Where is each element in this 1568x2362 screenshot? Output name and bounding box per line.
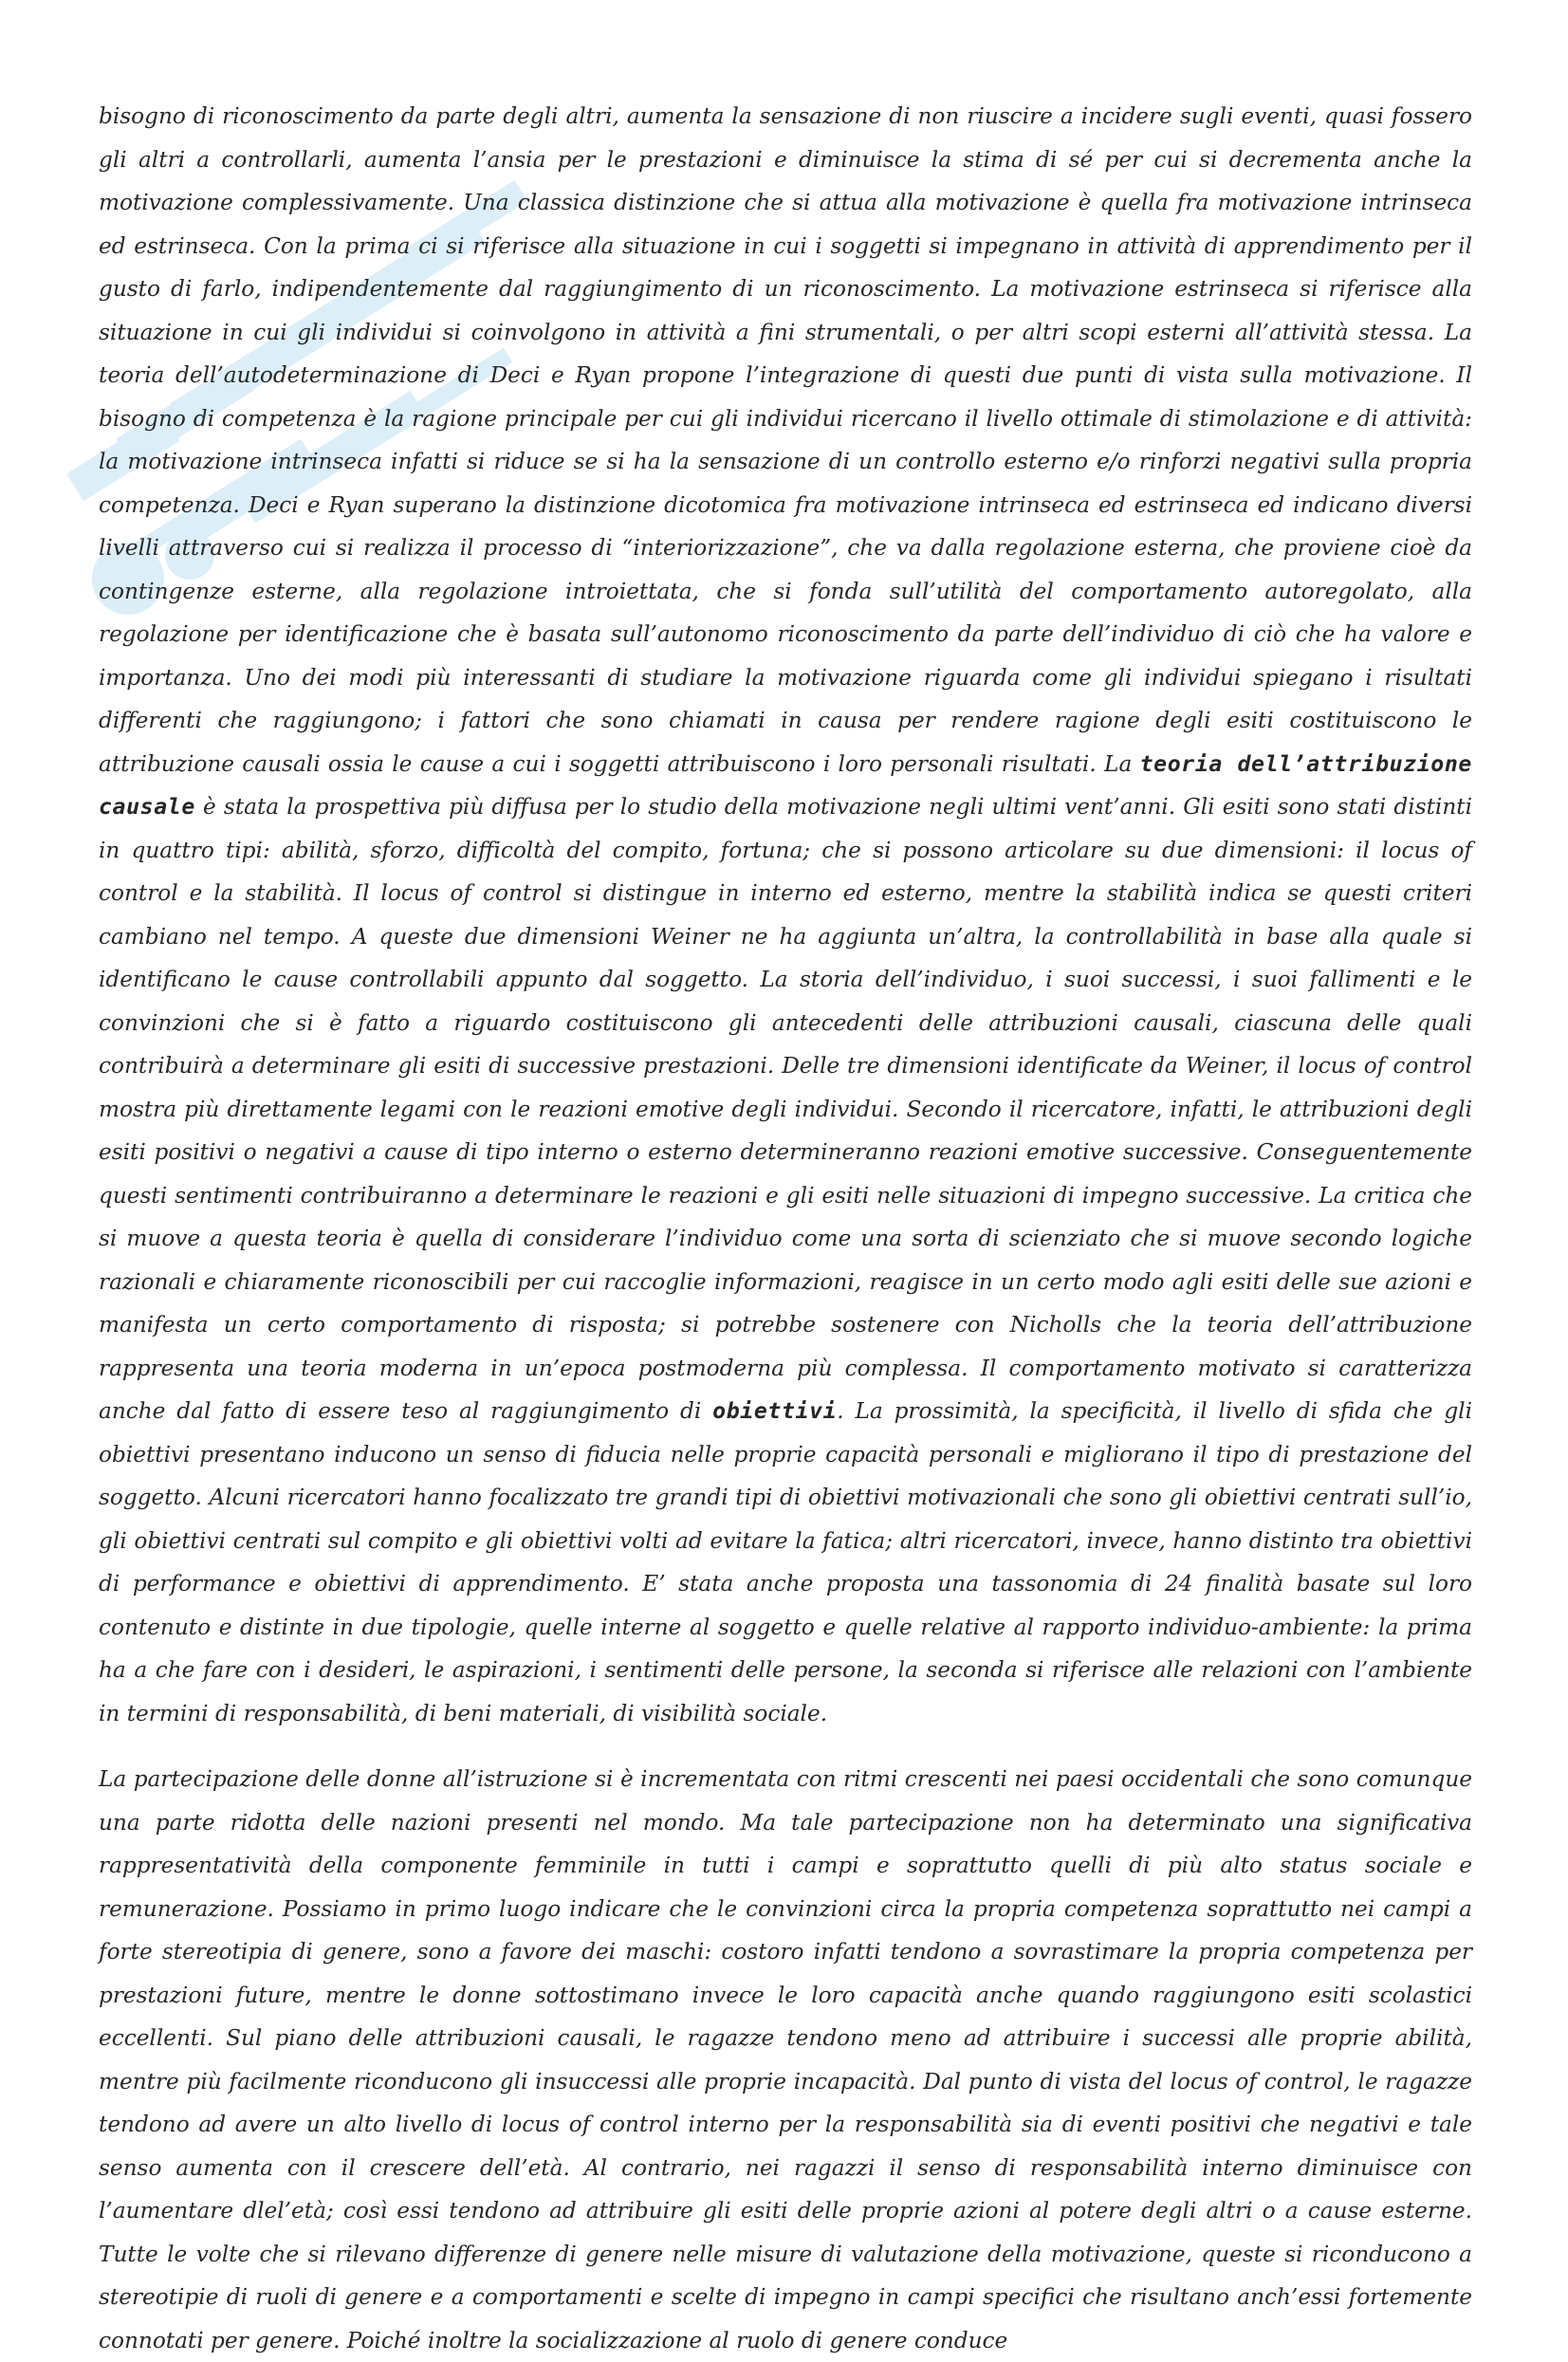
paragraph-motivation — [99, 95, 1472, 1735]
paragraph-1-text-b: è stata la prospettiva più diffusa per lo studio della motivazione negli ultimi vent’anni. Gli esiti sono stati distinti in quattro tipi: abilità, sforzo, difficoltà del compito, fortuna; che si possono articolare su due dimensioni: il locus of control e la stabilità. Il locus of control si distingue in interno ed esterno, mentre la stabilità indica se questi criteri cambiano nel tempo. A queste due dimensioni Weiner ne ha aggiunta un’altra, la controllabilità in base alla quale si identificano le cause controllabili appunto dal soggetto. La storia dell’individuo, i suoi successi, i suoi fallimenti e le convinzioni che si è fatto a riguardo costituiscono gli antecedenti delle attribuzioni causali, ciascuna delle quali contribuirà a determinare gli esiti di successive prestazioni. Delle tre dimensioni identificate da Weiner, il locus of control mostra più direttamente legami con le reazioni emotive degli individui. Secondo il ricercatore, infatti, le attribuzioni degli esiti positivi o negativi a cause di tipo interno o esterno determineranno reazioni emotive successive. Conseguentemente questi sentimenti contribuiranno a determinare le reazioni e gli esiti nelle situazioni di impegno successive. La critica che si muove a questa teoria è quella di considerare l’individuo come una sorta di scienziato che si muove secondo logiche razionali e chiaramente riconoscibili per cui raccoglie informazioni, reagisce in un certo modo agli esiti delle sue azioni e manifesta un certo comportamento di risposta; si potrebbe sostenere con Nicholls che la teoria dell’attribuzione rappresenta una teoria moderna in un’epoca postmoderna più complessa. Il comportamento motivato si caratterizza anche dal fatto di essere teso al raggiungimento di — [99, 794, 1472, 1424]
paragraph-1-text-c: . La prossimità, la specificità, il livello di sfida che gli obiettivi presentano inducono un senso di fiducia nelle proprie capacità personali e migliorano il tipo di prestazione del soggetto. Alcuni ricercatori hanno focalizzato tre grandi tipi di obiettivi motivazionali che sono gli obiettivi centrati sull’io, gli obiettivi centrati sul compito e gli obiettivi volti ad evitare la fatica; altri ricercatori, invece, hanno distinto tra obiettivi di performance e obiettivi di apprendimento. E’ stata anche proposta una tassonomia di 24 finalità basate sul loro contenuto e distinte in due tipologie, quelle interne al soggetto e quelle relative al rapporto individuo-ambiente: la prima ha a che fare con i desideri, le aspirazioni, i sentimenti delle persone, la seconda si riferisce alle relazioni con l’ambiente in termini di responsabilità, di beni materiali, di visibilità sociale. — [99, 1398, 1472, 1726]
document-body — [99, 95, 1472, 2362]
highlight-obiettivi: obiettivi — [712, 1398, 838, 1424]
paragraph-1-text-a: bisogno di riconoscimento da parte degli altri, aumenta la sensazione di non riuscire a incidere sugli eventi, quasi fossero gli altri a controllarli, aumenta l’ansia per le prestazioni e diminuisce la stima di sé per cui si decrementa anche la motivazione complessivamente. Una classica distinzione che si attua alla motivazione è quella fra motivazione intrinseca ed estrinseca. Con la prima ci si riferisce alla situazione in cui i soggetti si impegnano in attività di apprendimento per il gusto di farlo, indipendentemente dal raggiungimento di un riconoscimento. La motivazione estrinseca si riferisce alla situazione in cui gli individui si coinvolgono in attività a fini strumentali, o per altri scopi esterni all’attività stessa. La teoria dell’autodeterminazione di Deci e Ryan propone l’integrazione di questi due punti di vista sulla motivazione. Il bisogno di competenza è la ragione principale per cui gli individui ricercano il livello ottimale di stimolazione e di attività: la motivazione intrinseca infatti si riduce se si ha la sensazione di un controllo esterno e/o rinforzi negativi sulla propria competenza. Deci e Ryan superano la distinzione dicotomica fra motivazione intrinseca ed estrinseca ed indicano diversi livelli attraverso cui si realizza il processo di “interiorizzazione”, che va dalla regolazione esterna, che proviene cioè da contingenze esterne, alla regolazione introiettata, che si fonda sull’utilità del comportamento autoregolato, alla regolazione per identificazione che è basata sull’autonomo riconoscimento da parte dell’individuo di ciò che ha valore e importanza. Uno dei modi più interessanti di studiare la motivazione riguarda come gli individui spiegano i risultati differenti che raggiungono; i fattori che sono chiamati in causa per rendere ragione degli esiti costituiscono le attribuzione causali ossia le cause a cui i soggetti attribuiscono i loro personali risultati. La — [99, 103, 1472, 777]
highlight-teoria-attribuzione: teoria dell’attribuzione causale — [99, 750, 1472, 820]
paragraph-gender: La partecipazione delle donne all’istruzione si è incrementata con ritmi crescenti nei paesi occidentali che sono comunque una parte ridotta delle nazioni presenti nel mondo. Ma tale partecipazione non ha determinato una significativa rappresentatività della componente femminile in tutti i campi e soprattutto quelli di più alto status sociale e remunerazione. Possiamo in primo luogo indicare che le convinzioni circa la propria competenza soprattutto nei campi a forte stereotipia di genere, sono a favore dei maschi: costoro infatti tendono a sovrastimare la propria competenza per prestazioni future, mentre le donne sottostimano invece le loro capacità anche quando raggiungono esiti scolastici eccellenti. Sul piano delle attribuzioni causali, le ragazze tendono meno ad attribuire i successi alle proprie abilità, mentre più facilmente riconducono gli insuccessi alle proprie incapacità. Dal punto di vista del locus of control, le ragazze tendono ad avere un alto livello di locus of control interno per la responsabilità sia di eventi positivi che negativi e tale senso aumenta con il crescere dell’età. Al contrario, nei ragazzi il senso di responsabilità interno diminuisce con l’aumentare dlel’età; così essi tendono ad attribuire gli esiti delle proprie azioni al potere degli altri o a cause esterne. Tutte le volte che si rilevano differenze di genere nelle misure di valutazione della motivazione, queste si riconducono a stereotipie di ruoli di genere e a comportamenti e scelte di impegno in campi specifici che risultano anch’essi fortemente connotati per genere. Poiché inoltre la socializzazione al ruolo di genere conduce — [99, 1766, 1472, 2353]
